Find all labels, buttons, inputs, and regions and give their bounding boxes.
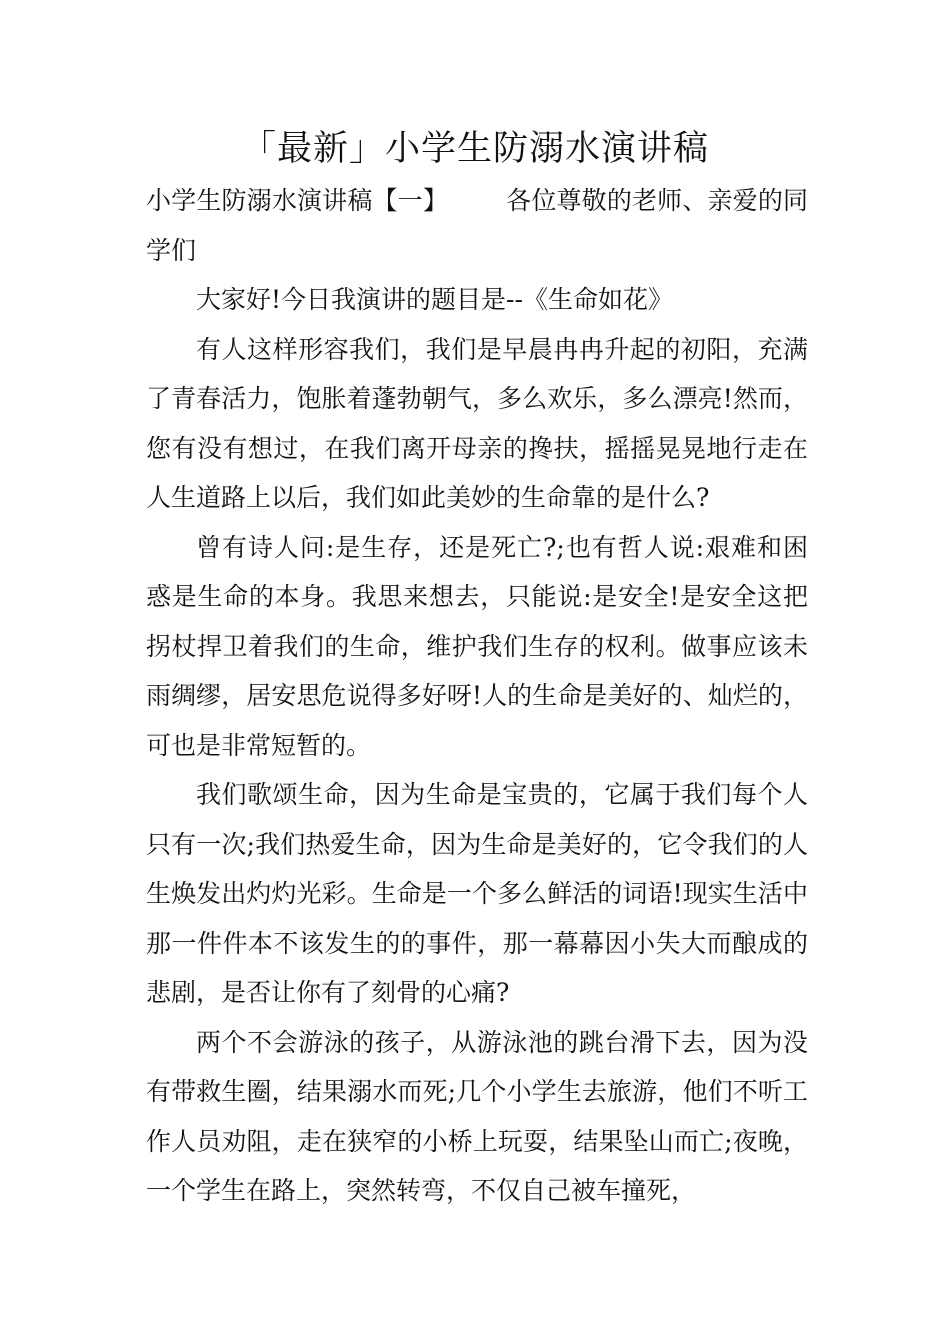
- document-title: 「最新」小学生防溺水演讲稿: [240, 129, 709, 169]
- paragraph-1: 大家好!今日我演讲的题目是--《生命如花》: [196, 285, 673, 314]
- paragraph-4: 我们歌颂生命，因为生命是宝贵的，它属于我们每个人只有一次;我们热爱生命，因为生命是美好的，它令我们的人生焕发出灼灼光彩。生命是一个多么鲜活的词语!现实生活中那一件件本不该发生的的事件，那一幕幕因小失大而酿成的悲剧，是否让你有了刻骨的心痛?: [146, 780, 808, 1007]
- section-heading: 小学生防溺水演讲稿【一】: [146, 186, 448, 215]
- intro-paragraph: [146, 176, 808, 275]
- paragraph-3: 曾有诗人问:是生存，还是死亡?;也有哲人说:艰难和困惑是生命的本身。我思来想去，只能说:是安全!是安全这把拐杖捍卫着我们的生命，维护我们生存的权利。做事应该未雨绸缪，居安思危说得多好呀!人的生命是美好的、灿烂的，可也是非常短暂的。: [146, 532, 808, 760]
- document-body: [146, 176, 808, 1216]
- paragraph-2: 有人这样形容我们，我们是早晨冉冉升起的初阳，充满了青春活力，饱胀着蓬勃朝气，多么欢乐，多么漂亮!然而，您有没有想过，在我们离开母亲的搀扶，摇摇晃晃地行走在人生道路上以后，我们如此美妙的生命靠的是什么?: [146, 334, 808, 512]
- salutation: 各位尊敬的老师、亲爱的同学们: [146, 186, 808, 265]
- paragraph-5: 两个不会游泳的孩子，从游泳池的跳台滑下去，因为没有带救生圈，结果溺水而死;几个小学生去旅游，他们不听工作人员劝阻，走在狭窄的小桥上玩耍，结果坠山而亡;夜晚，一个学生在路上，突然转弯，不仅自己被车撞死，: [146, 1027, 808, 1205]
